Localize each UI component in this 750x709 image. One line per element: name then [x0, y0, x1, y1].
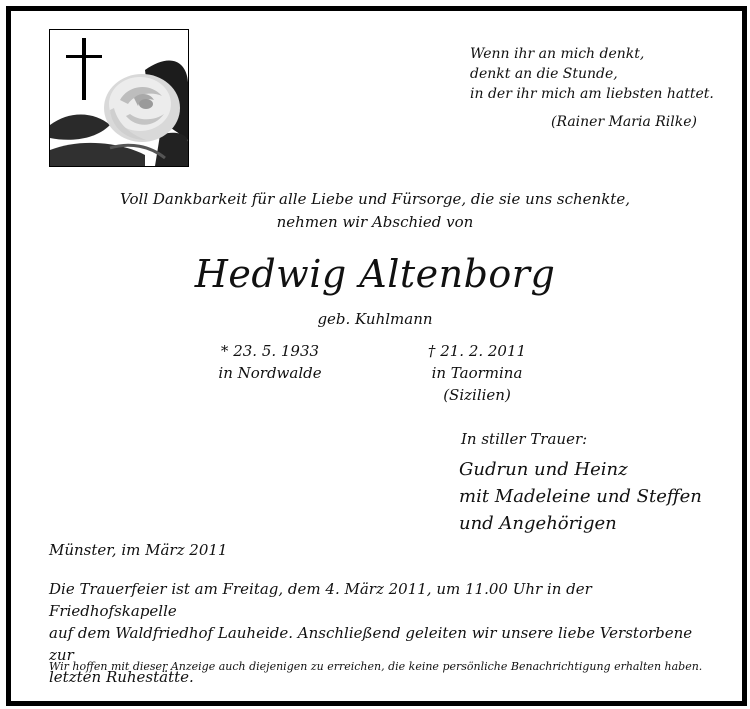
rilke-quote	[470, 44, 714, 104]
death-date: † 21. 2. 2011	[427, 342, 527, 360]
deceased-name: Hedwig Altenborg	[194, 252, 556, 296]
rose-cross-image	[49, 29, 189, 167]
funeral-line: letzten Ruhestätte.	[49, 668, 194, 686]
funeral-line: Die Trauerfeier ist am Freitag, dem 4. März 2011, um 11.00 Uhr in der Friedhofskapelle	[49, 580, 592, 620]
quote-line: in der ihr mich am liebsten hattet.	[470, 86, 714, 102]
mourner-line: Gudrun und Heinz	[459, 459, 628, 480]
death-region: (Sizilien)	[443, 386, 511, 404]
death-place: in Taormina	[431, 364, 523, 382]
mourner-line: und Angehörigen	[459, 513, 617, 534]
mourner-line: mit Madeleine und Steffen	[459, 486, 702, 507]
funeral-line: auf dem Waldfriedhof Lauheide. Anschließend geleiten wir unsere liebe Verstorbene zur	[49, 624, 693, 664]
intro-line: nehmen wir Abschied von	[276, 213, 474, 231]
birth-place: in Nordwalde	[218, 364, 322, 382]
birth-date: * 23. 5. 1933	[220, 342, 320, 360]
death-info	[412, 340, 542, 406]
quote-line: Wenn ihr an mich denkt,	[470, 46, 645, 62]
birth-info	[205, 340, 335, 384]
intro-line: Voll Dankbarkeit für alle Liebe und Fürsorge, die sie uns schenkte,	[120, 190, 630, 208]
notification-note: Wir hoffen mit dieser Anzeige auch diejenigen zu erreichen, die keine persönliche Benachrichtigung erhalten haben.	[49, 660, 703, 673]
place-date: Münster, im März 2011	[49, 541, 228, 559]
mourners-list	[459, 456, 702, 537]
mourners-heading: In stiller Trauer:	[461, 430, 588, 448]
quote-author: (Rainer Maria Rilke)	[551, 114, 697, 130]
maiden-name: geb. Kuhlmann	[317, 310, 433, 328]
quote-line: denkt an die Stunde,	[470, 66, 618, 82]
